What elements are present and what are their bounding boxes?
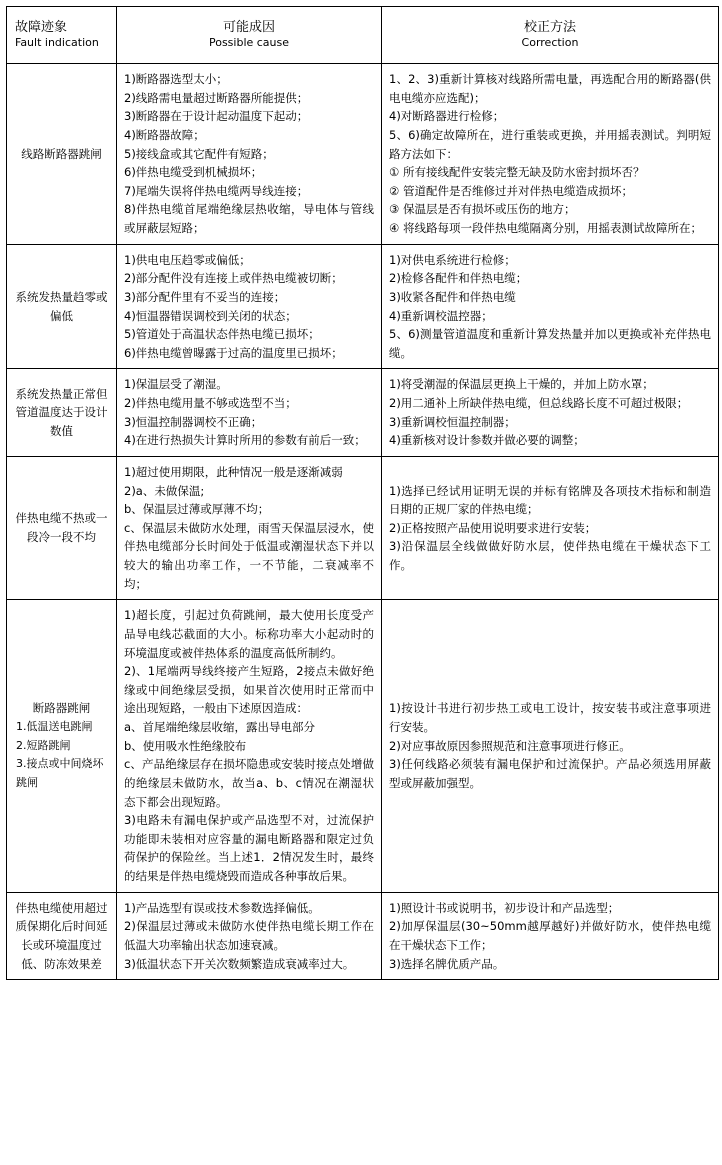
correction-cell <box>382 456 719 599</box>
fault-troubleshooting-table <box>6 6 719 980</box>
table-row <box>7 369 719 457</box>
table-row <box>7 64 719 245</box>
correction-line: 2)对应事故原因参照规范和注意事项进行修正。 <box>389 738 631 753</box>
column-header-possible-cause-en: Possible cause <box>208 36 290 50</box>
fault-indication-label: 断路器跳闸 <box>32 701 91 716</box>
possible-cause-line: 6)伴热电缆曾曝露于过高的温度里已损坏； <box>124 345 343 360</box>
correction-line: ④ 将线路每项一段伴热电缆隔离分别，用摇表测试故障所在； <box>389 221 702 235</box>
correction-line: 3)重新调校恒温控制器； <box>389 414 516 429</box>
correction-line: 1)选择已经试用证明无误的并标有铭牌及各项技术指标和制造日期的正规厂家的伴热电缆； <box>389 483 711 517</box>
table-body <box>7 64 719 980</box>
correction-line: 1)将受潮湿的保温层更换上干燥的，并加上防水罩； <box>389 377 654 392</box>
possible-cause-line: 5)管道处于高温状态伴热电缆已损坏； <box>124 327 320 342</box>
column-header-correction <box>382 7 719 64</box>
table-header-row <box>7 7 719 64</box>
possible-cause-line: c、保温层未做防水处理，雨雪天保温层浸水，使伴热电缆部分长时间处于低温或潮湿状态下并以较大的输出功率工作，一不节能，二衰减率不均； <box>124 520 374 591</box>
possible-cause-line: 4)断路器故障； <box>124 127 205 142</box>
possible-cause-line: 1)保温层受了潮湿。 <box>124 377 228 392</box>
correction-line: 3)任何线路必须装有漏电保护和过流保护。产品必须选用屏蔽型或屏蔽加强型。 <box>389 757 711 790</box>
correction-line: 4)重新核对设计参数并做必要的调整； <box>389 433 585 448</box>
correction-line: 3)收紧各配件和伴热电缆 <box>389 289 516 304</box>
fault-indication-cell <box>7 892 117 980</box>
fault-indication-label: 线路断路器跳闸 <box>21 146 102 161</box>
fault-indication-subitem: 2.短路跳闸 <box>16 738 71 752</box>
possible-cause-cell <box>117 600 382 892</box>
possible-cause-line: 3)低温状态下开关次数频繁造成衰减率过大。 <box>124 956 355 971</box>
correction-line: ③ 保温层是否有损坏或压伤的地方； <box>389 202 576 217</box>
column-header-fault-indication-en: Fault indication <box>15 36 99 50</box>
fault-indication-cell <box>7 64 117 245</box>
correction-line: 3)选择名牌优质产品。 <box>389 956 505 971</box>
fault-indication-cell <box>7 244 117 369</box>
column-header-possible-cause-cn: 可能成因 <box>222 19 275 35</box>
table-header <box>7 7 719 64</box>
correction-line: ② 管道配件是否维修过并对伴热电缆造成损坏； <box>389 183 633 198</box>
correction-line: 5、6)确定故障所在，进行重装或更换，并用摇表测试。判明短路方法如下： <box>389 127 711 161</box>
fault-indication-cell <box>7 369 117 457</box>
correction-line: 1、2、3)重新计算核对线路所需电量，再选配合用的断路器(供电电缆亦应选配)； <box>389 72 711 105</box>
correction-line: 4)对断路器进行检修； <box>389 109 505 124</box>
fault-indication-label: 伴热电缆不热或一段冷一段不均 <box>15 511 108 545</box>
correction-cell <box>382 64 719 245</box>
possible-cause-line: 1)断路器选型太小； <box>124 72 228 86</box>
possible-cause-line: 2)线路需电量超过断路器所能提供； <box>124 90 309 105</box>
possible-cause-line: 1)供电电压趋零或偏低； <box>124 252 251 267</box>
possible-cause-cell <box>117 64 382 245</box>
correction-line: 1)照设计书或说明书，初步设计和产品选型； <box>389 900 620 915</box>
possible-cause-line: 2)部分配件没有连接上或伴热电缆被切断； <box>124 271 343 286</box>
possible-cause-line: b、使用吸水性绝缘胶布 <box>124 738 247 753</box>
correction-line: 2)加厚保温层(30~50mm越厚越好)并做好防水，使伴热电缆在干燥状态下工作； <box>389 919 711 952</box>
fault-indication-subitem: 3.接点或中间烧坏跳闸 <box>16 757 104 789</box>
possible-cause-line: 2)保温层过薄或未做防水使伴热电缆长期工作在低温大功率输出状态加速衰减。 <box>124 919 374 952</box>
possible-cause-line: 2)、1尾端两导线终接产生短路，2接点未做好绝缘或中间绝缘层受损，如果首次使用时正常而中途出现短路，一般由下述原因造成： <box>124 664 374 716</box>
correction-line: 2)检修各配件和伴热电缆； <box>389 271 528 286</box>
correction-line: 2)用二通补上所缺伴热电缆，但总线路长度不可超过极限； <box>389 396 689 410</box>
column-header-fault-indication-cn: 故障迹象 <box>15 19 68 35</box>
fault-indication-cell <box>7 600 117 892</box>
possible-cause-line: a、首尾端绝缘层收缩，露出导电部分 <box>124 720 316 734</box>
correction-line: 3)沿保温层全线做做好防水层，使伴热电缆在干燥状态下工作。 <box>389 539 711 572</box>
correction-line: ① 所有接线配件安装完整无缺及防水密封损坏否？ <box>389 165 645 180</box>
possible-cause-line: 7)尾端失误将伴热电缆两导线连接； <box>124 183 309 198</box>
possible-cause-line: b、保温层过薄或厚薄不均； <box>124 502 270 517</box>
column-header-correction-cn: 校正方法 <box>523 19 576 35</box>
table-row <box>7 456 719 599</box>
correction-cell <box>382 892 719 980</box>
possible-cause-line: 2)伴热电缆用量不够或选型不当； <box>124 396 297 410</box>
possible-cause-line: 2)a、未做保温; <box>124 483 205 498</box>
column-header-correction-en: Correction <box>521 36 579 50</box>
correction-cell <box>382 600 719 892</box>
table-row <box>7 892 719 980</box>
possible-cause-line: 1)产品选型有误或技术参数选择偏低。 <box>124 900 320 915</box>
possible-cause-cell <box>117 369 382 457</box>
possible-cause-cell <box>117 244 382 369</box>
possible-cause-line: 3)断路器在于设计起动温度下起动； <box>124 109 309 124</box>
correction-cell <box>382 369 719 457</box>
possible-cause-line: 4)恒温器错误调校到关闭的状态； <box>124 308 297 323</box>
possible-cause-line: 5)接线盒或其它配件有短路； <box>124 146 274 161</box>
possible-cause-line: 4)在进行热损失计算时所用的参数有前后一致； <box>124 433 366 448</box>
table-row <box>7 244 719 369</box>
possible-cause-cell <box>117 892 382 980</box>
possible-cause-line: 8)伴热电缆首尾端绝缘层热收缩，导电体与管线或屏蔽层短路； <box>124 202 374 235</box>
possible-cause-line: 3)电路未有漏电保护或产品选型不对，过流保护功能即未装相对应容量的漏电断路器和限定过负荷保护的保险丝。当上述1．2情况发生时，最终的结果是伴热电缆烧毁而造成各种事故后果。 <box>124 813 374 883</box>
fault-indication-cell <box>7 456 117 599</box>
fault-indication-subitem: 1.低温送电跳闸 <box>16 719 93 733</box>
possible-cause-line: 6)伴热电缆受到机械损坏； <box>124 165 263 180</box>
column-header-possible-cause <box>117 7 382 64</box>
table-row <box>7 600 719 892</box>
correction-line: 2)正格按照产品使用说明要求进行安装； <box>389 520 597 535</box>
possible-cause-line: c、产品绝缘层存在损坏隐患或安装时接点处增做的绝缘层未做防水，故当a、b、c情况在潮湿状态下都会出现短路。 <box>124 757 374 809</box>
correction-line: 5、6)测量管道温度和重新计算发热量并加以更换或补充伴热电缆。 <box>389 327 711 360</box>
possible-cause-line: 3)恒温控制器调校不正确； <box>124 414 263 429</box>
correction-line: 1)按设计书进行初步热工或电工设计，按安装书或注意事项进行安装。 <box>389 701 711 734</box>
possible-cause-line: 3)部分配件里有不妥当的连接； <box>124 289 286 304</box>
possible-cause-line: 1)超过使用期限，此种情况一般是逐渐减弱 <box>124 464 343 479</box>
possible-cause-cell <box>117 456 382 599</box>
fault-indication-label: 伴热电缆使用超过质保期化后时间延长或环境温度过低、防冻效果差 <box>15 900 108 971</box>
column-header-fault-indication <box>7 7 117 64</box>
possible-cause-line: 1)超长度，引起过负荷跳闸，最大使用长度受产品导电线芯截面的大小。标称功率大小起动时的环境温度或被伴热体系的温度高低所制约。 <box>124 608 374 660</box>
fault-indication-label: 系统发热量趋零或偏低 <box>15 289 108 323</box>
correction-line: 4)重新调校温控器； <box>389 308 493 323</box>
correction-line: 1)对供电系统进行检修； <box>389 252 516 267</box>
fault-indication-label: 系统发热量正常但管道温度达于设计数值 <box>15 386 108 438</box>
correction-cell <box>382 244 719 369</box>
